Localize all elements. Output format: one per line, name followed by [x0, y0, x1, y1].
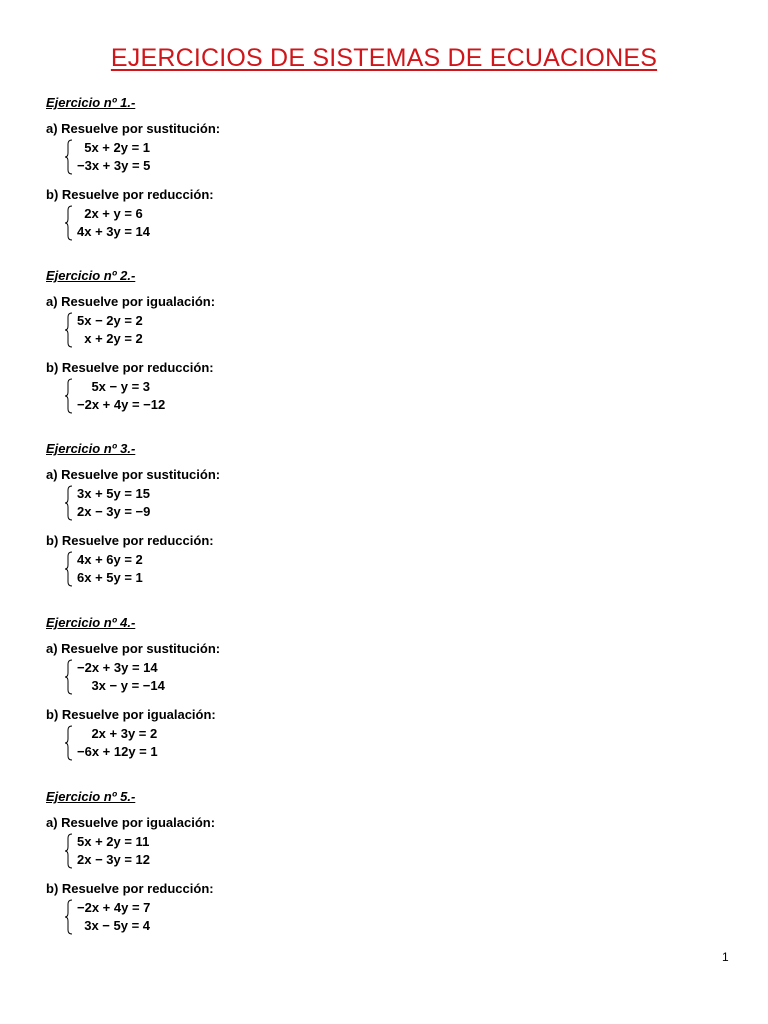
equation-system — [64, 139, 646, 177]
page-title: EJERCICIOS DE SISTEMAS DE ECUACIONES — [110, 44, 658, 72]
exercise-3 — [46, 440, 646, 585]
exercise-heading: Ejercicio nº 5.- — [46, 789, 136, 804]
part-label: a) Resuelve por sustitución: — [46, 467, 221, 482]
equation-1: 2x + y = 6 — [77, 206, 143, 221]
exercise-5 — [46, 788, 646, 933]
equation-system — [64, 312, 646, 350]
equation-2: 4x + 3y = 14 — [77, 224, 151, 239]
equation-2: x + 2y = 2 — [77, 331, 143, 346]
part-label: b) Resuelve por reducción: — [46, 360, 214, 375]
equation-system — [64, 485, 646, 523]
equation-1: 5x − 2y = 2 — [77, 313, 143, 328]
left-brace-icon — [64, 833, 74, 869]
left-brace-icon — [64, 378, 74, 414]
equation-2: −6x + 12y = 1 — [77, 744, 158, 759]
exercise-part-a — [46, 815, 646, 871]
page-number: 1 — [722, 950, 729, 964]
left-brace-icon — [64, 899, 74, 935]
equation-1: −2x + 3y = 14 — [77, 660, 158, 675]
equation-1: 5x − y = 3 — [77, 379, 150, 394]
exercise-heading: Ejercicio nº 2.- — [46, 268, 136, 283]
equation-1: 3x + 5y = 15 — [77, 486, 151, 501]
exercise-heading: Ejercicio nº 3.- — [46, 441, 136, 456]
exercise-part-b — [46, 707, 646, 763]
equation-system — [64, 551, 646, 589]
equation-system — [64, 833, 646, 871]
part-label: a) Resuelve por igualación: — [46, 815, 216, 830]
exercise-4 — [46, 614, 646, 759]
part-label: b) Resuelve por igualación: — [46, 707, 216, 722]
equation-system — [64, 659, 646, 697]
exercise-part-b — [46, 533, 646, 589]
equation-1: 2x + 3y = 2 — [77, 726, 158, 741]
exercise-part-a — [46, 467, 646, 523]
equation-2: 3x − 5y = 4 — [77, 918, 151, 933]
exercise-part-b — [46, 187, 646, 243]
left-brace-icon — [64, 659, 74, 695]
exercise-heading: Ejercicio nº 1.- — [46, 95, 136, 110]
exercise-part-b — [46, 360, 646, 416]
equation-2: −3x + 3y = 5 — [77, 158, 151, 173]
exercise-2 — [46, 267, 646, 412]
part-label: a) Resuelve por sustitución: — [46, 121, 221, 136]
equation-system — [64, 725, 646, 763]
left-brace-icon — [64, 205, 74, 241]
equation-1: 4x + 6y = 2 — [77, 552, 143, 567]
equation-system — [64, 378, 646, 416]
left-brace-icon — [64, 312, 74, 348]
part-label: b) Resuelve por reducción: — [46, 881, 214, 896]
equation-2: 2x − 3y = −9 — [77, 504, 151, 519]
equation-system — [64, 899, 646, 937]
part-label: a) Resuelve por sustitución: — [46, 641, 221, 656]
exercise-part-b — [46, 881, 646, 937]
equation-2: 3x − y = −14 — [77, 678, 165, 693]
exercise-part-a — [46, 294, 646, 350]
equation-1: 5x + 2y = 1 — [77, 140, 151, 155]
part-label: b) Resuelve por reducción: — [46, 187, 214, 202]
left-brace-icon — [64, 551, 74, 587]
equation-1: 5x + 2y = 11 — [77, 834, 150, 849]
equation-1: −2x + 4y = 7 — [77, 900, 151, 915]
exercise-part-a — [46, 641, 646, 697]
part-label: b) Resuelve por reducción: — [46, 533, 214, 548]
equation-system — [64, 205, 646, 243]
equation-2: 2x − 3y = 12 — [77, 852, 151, 867]
left-brace-icon — [64, 485, 74, 521]
exercise-part-a — [46, 121, 646, 177]
equation-2: −2x + 4y = −12 — [77, 397, 166, 412]
equation-2: 6x + 5y = 1 — [77, 570, 143, 585]
left-brace-icon — [64, 139, 74, 175]
left-brace-icon — [64, 725, 74, 761]
exercise-1 — [46, 94, 646, 239]
exercise-heading: Ejercicio nº 4.- — [46, 615, 136, 630]
part-label: a) Resuelve por igualación: — [46, 294, 216, 309]
